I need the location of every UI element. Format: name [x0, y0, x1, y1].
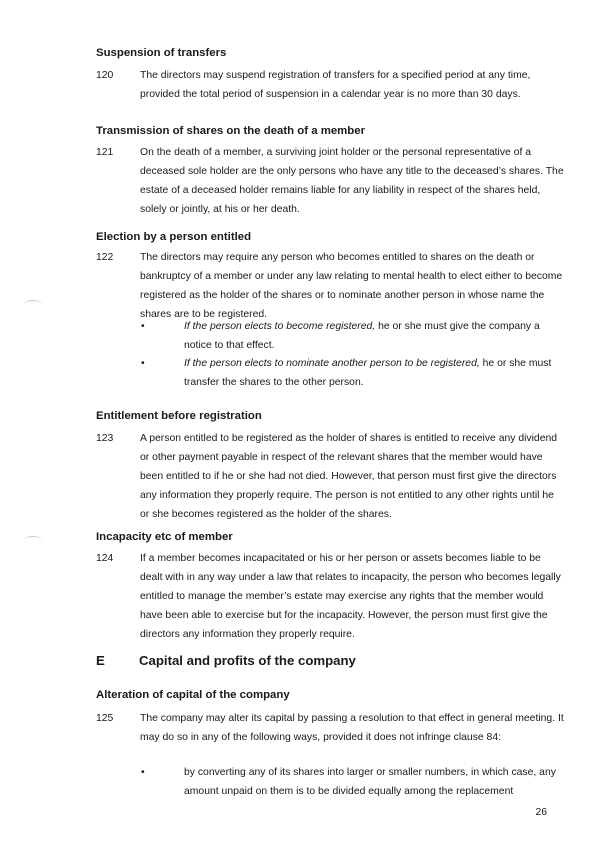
bullet-text: by converting any of its shares into larger or smaller numbers, in which case, any amount unpaid on them is to be divided equally among the replacement [184, 767, 556, 797]
heading-transmission-of-shares: Transmission of shares on the death of a member [96, 125, 366, 137]
clause-120 [96, 66, 566, 104]
clause-number: 121 [96, 147, 114, 158]
clause-number: 120 [96, 70, 114, 81]
clause-text: If a member becomes incapacitated or his or her person or assets becomes liable to be dealt with in any way under a law that relates to incapacity, the person who becomes legally entitled to manage the member’s estate may exercise any rights that the member would have been able to exercise but for the incapacity. However, the person must first give the directors any information they properly require. [140, 553, 561, 640]
clause-number: 123 [96, 433, 114, 444]
clause-number: 124 [96, 553, 114, 564]
clause-number: 125 [96, 713, 114, 724]
scan-artifact [24, 536, 42, 545]
clause-123 [96, 429, 566, 524]
clause-number: 122 [96, 252, 114, 263]
bullet-icon: • [141, 358, 145, 369]
heading-entitlement-before-registration: Entitlement before registration [96, 410, 262, 422]
bullet-item [141, 317, 561, 355]
clause-text: A person entitled to be registered as the holder of shares is entitled to receive any dividend or other payment payable in respect of the relevant shares that the member would have been entitled to if he or she had not died. However, that person must first give the directors any information they properly require. The person is not entitled to any other rights until he or she becomes registered as the holder of the shares. [140, 433, 558, 520]
clause-text: The company may alter its capital by passing a resolution to that effect in general meeting. It may do so in any of the following ways, provided it does not infringe clause 84: [140, 713, 564, 743]
bullet-item [141, 354, 561, 392]
part-letter: E [96, 653, 105, 668]
bullet-text: he or she must give the company a notice to that effect. [184, 321, 540, 351]
bullet-italic-text: If the person elects to become registered, [184, 321, 376, 332]
heading-election-by-person-entitled: Election by a person entitled [96, 231, 252, 243]
clause-121 [96, 143, 566, 219]
bullet-item [141, 763, 561, 801]
clause-text: The directors may require any person who becomes entitled to shares on the death or bankruptcy of a member or under any law relating to mental health to elect either to become registered as the holder of the shares or to nominate another person in whose name the shares are to be registered. [140, 252, 563, 320]
bullet-icon: • [141, 767, 145, 778]
clause-124 [96, 549, 566, 644]
page-number: 26 [535, 807, 547, 818]
bullet-icon: • [141, 321, 145, 332]
bullet-italic-text: If the person elects to nominate another person to be registered, [184, 358, 480, 369]
clause-122 [96, 248, 566, 324]
part-title: Capital and profits of the company [139, 653, 356, 668]
heading-alteration-of-capital: Alteration of capital of the company [96, 689, 290, 701]
heading-incapacity-of-member: Incapacity etc of member [96, 531, 233, 543]
clause-text: The directors may suspend registration of transfers for a specified period at any time, provided the total period of suspension in a calendar year is no more than 30 days. [140, 70, 531, 100]
clause-text: On the death of a member, a surviving joint holder or the personal representative of a deceased sole holder are the only persons who have any title to the deceased’s shares. The estate of a deceased holder remains liable for any liability in respect of the shares held, solely or jointly, at his or her death. [140, 147, 564, 215]
clause-125 [96, 709, 566, 747]
bullet-text: he or she must transfer the shares to the other person. [184, 358, 552, 388]
scan-artifact [24, 300, 42, 309]
heading-suspension-of-transfers: Suspension of transfers [96, 47, 227, 59]
